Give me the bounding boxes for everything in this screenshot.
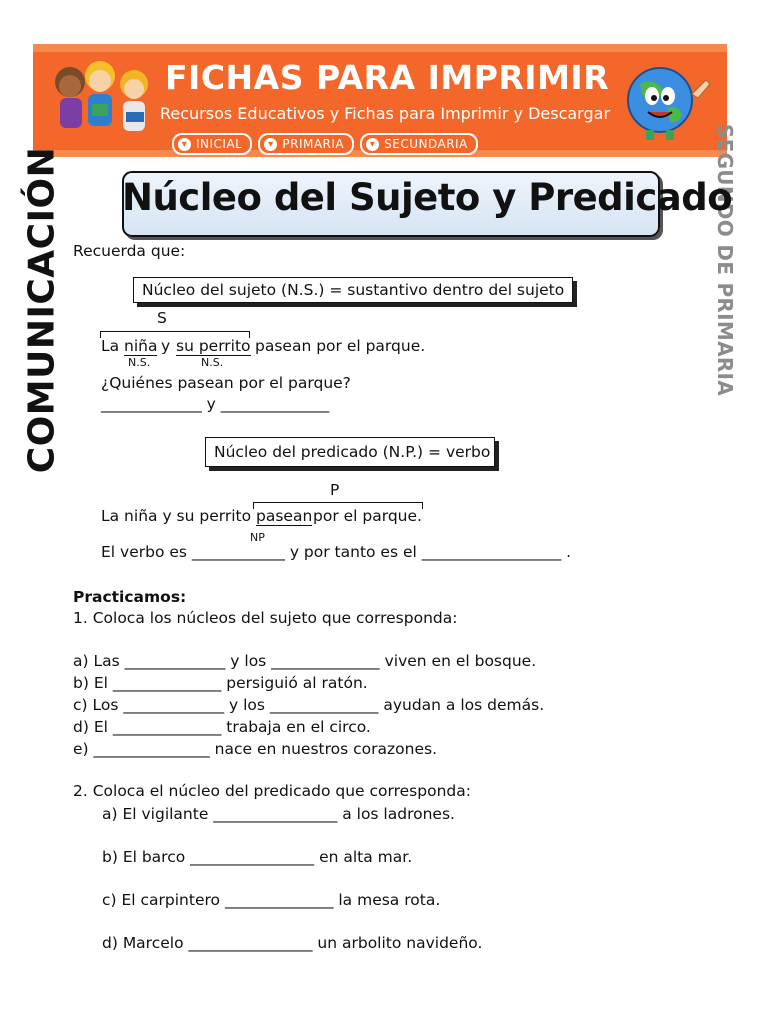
q1-item-e: e) _______________ nace en nuestros corazones. (73, 740, 437, 758)
example2-post: por el parque. (313, 507, 422, 525)
example1-y: y (161, 337, 171, 355)
example1-niña: niña (124, 337, 158, 355)
question-1: 1. Coloca los núcleos del sujeto que corresponda: (73, 609, 458, 627)
answer-line: _____________ y ______________ (101, 395, 330, 413)
rule-predicate-box (205, 437, 495, 467)
nav-bar (172, 134, 478, 154)
arrow-down-icon: ▾ (178, 138, 191, 151)
nav-primaria[interactable] (258, 133, 354, 155)
ns-label-1: N.S. (128, 356, 151, 369)
example2-pre: La niña y su perrito (101, 507, 252, 525)
site-title: FICHAS PARA IMPRIMIR (165, 58, 610, 97)
nav-secundaria[interactable] (360, 133, 478, 155)
subject-text: COMUNICACIÓN (21, 146, 63, 474)
q2-item-d: d) Marcelo ________________ un arbolito navideño. (102, 934, 483, 952)
q1-item-b: b) El ______________ persiguió al ratón. (73, 674, 368, 692)
q2-item-c: c) El carpintero ______________ la mesa rota. (102, 891, 441, 909)
site-subtitle: Recursos Educativos y Fichas para Imprimir y Descargar (160, 104, 611, 123)
nav-label: INICIAL (196, 137, 243, 151)
recuerda-heading: Recuerda que: (73, 242, 186, 260)
q2-item-b: b) El barco ________________ en alta mar. (102, 848, 413, 866)
subject-side-label (12, 146, 72, 474)
grade-text: SEGUNDO DE PRIMARIA (713, 123, 737, 397)
example1-rest: pasean por el parque. (255, 337, 426, 355)
example2-verb: pasean (256, 507, 313, 525)
worksheet-title: Núcleo del Sujeto y Predicado (122, 176, 733, 219)
q1-item-d: d) El ______________ trabaja en el circo. (73, 718, 371, 736)
question-text: ¿Quiénes pasean por el parque? (101, 374, 351, 392)
arrow-down-icon: ▾ (366, 138, 379, 151)
kids-illustration (40, 54, 160, 150)
q1-item-a: a) Las _____________ y los ______________ viven en el bosque. (73, 652, 537, 670)
rule-predicate-text: Núcleo del predicado (N.P.) = verbo (214, 443, 491, 461)
example1-w1: La (101, 337, 120, 355)
verb-line: El verbo es ____________ y por tanto es el __________________ . (101, 543, 572, 561)
rule-subject-text: Núcleo del sujeto (N.S.) = sustantivo dentro del sujeto (142, 281, 565, 299)
nav-label: PRIMARIA (282, 137, 345, 151)
question-2: 2. Coloca el núcleo del predicado que corresponda: (73, 782, 471, 800)
np-label: NP (250, 531, 265, 544)
globe-mascot-illustration (612, 58, 722, 148)
arrow-down-icon: ▾ (264, 138, 277, 151)
subject-mark: S (157, 309, 167, 327)
rule-subject-box (133, 277, 573, 303)
banner-top-stripe (33, 44, 727, 52)
practice-heading: Practicamos: (73, 588, 187, 606)
q1-item-c: c) Los _____________ y los ______________ ayudan a los demás. (73, 696, 545, 714)
q2-item-a: a) El vigilante ________________ a los ladrones. (102, 805, 455, 823)
example1-su-perrito: su perrito (176, 337, 251, 355)
nav-label: SECUNDARIA (384, 137, 468, 151)
nav-inicial[interactable] (172, 133, 252, 155)
predicate-mark: P (330, 481, 340, 499)
ns-label-2: N.S. (201, 356, 224, 369)
